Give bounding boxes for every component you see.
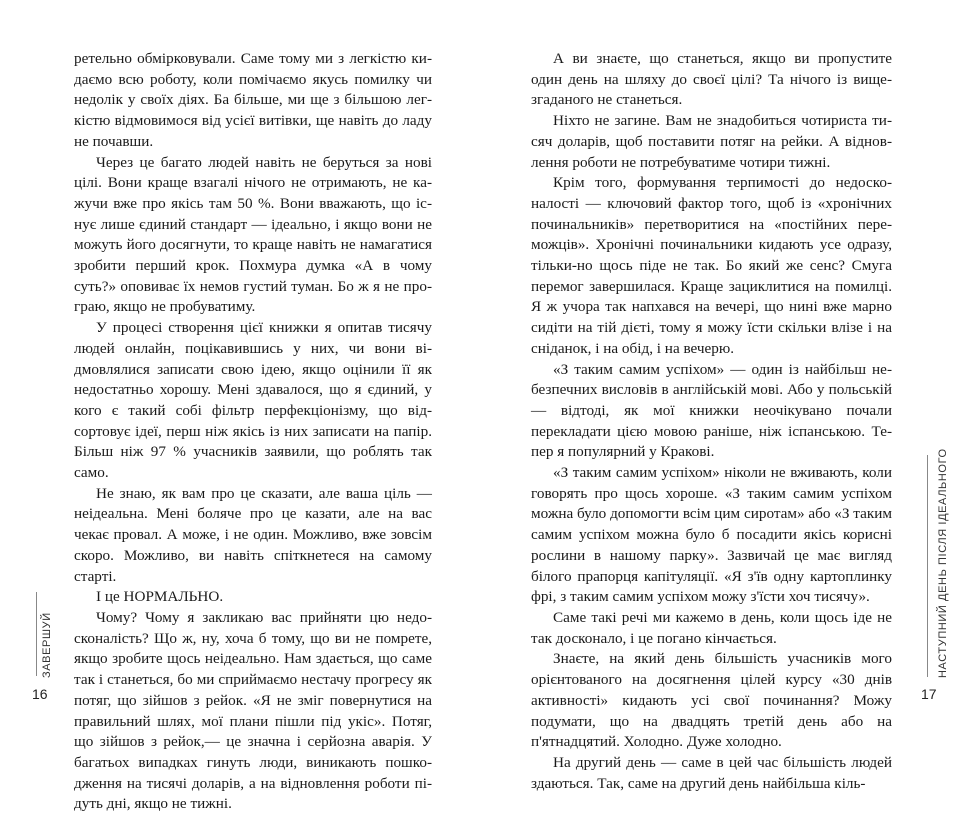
paragraph: Саме такі речі ми кажемо в день, коли щось іде не так досконало, і це погано кінчається. (531, 608, 892, 647)
paragraph: ретельно обмірковували. Саме тому ми з легкістю кидаємо всю роботу, коли помічаємо якусь помилку чи недолік у своїх діях. Ба більше, ми ще з більшою легкістю відмовимося від усієї витівки, ще навіть до ладу не почавши. (74, 50, 432, 150)
running-head-rule-right (927, 455, 928, 677)
paragraph: Ніхто не загине. Вам не знадобиться чотириста тисяч доларів, щоб поставити потяг на рейки. А відновлення роботи не потребуватиме чотири тижні. (531, 112, 892, 171)
paragraph: А ви знаєте, що станеться, якщо ви пропустите один день на шляху до своєї цілі? Та нічого із вищезгаданого не станеться. (531, 50, 892, 109)
paragraph: У процесі створення цієї книжки я опитав тисячу людей онлайн, поцікавившись у них, чи вони відмовлялися записати свою ідею, якщо оцінили її як недостатньо хорошу. Мені здавалося, що я єдиний, у кого є такий собі фільтр перфекціонізму, що відсортовує ідеї, перш ніж якісь із них записати на папір. Більш ніж 97 % учасників заявили, що роблять так само. (74, 319, 432, 482)
running-head-right: НАСТУПНИЙ ДЕНЬ ПІСЛЯ ІДЕАЛЬНОГО (937, 448, 949, 678)
paragraph: Знаєте, на який день більшість учасників мого орієнтованого на досягнення цілей курсу «30 днів активності» кидають усі свої починання? Можу подумати, що на двадцять третій день або на п'ятнадцятий. Холодно. Дуже холодно. (531, 650, 892, 751)
page-number-left: 16 (32, 686, 48, 702)
paragraph: «З таким самим успіхом» — один із найбільш небезпечних висловів в англійській мові. Або у польській — відтоді, як мої книжки неочікувано почали перекладати цією мовою раніше, ніж іспанською. Тепер я популярний у Кракові. (531, 360, 892, 461)
paragraph: «З таким самим успіхом» ніколи не вживають, коли говорять про щось хороше. «З таким самим успіхом можна було допомогти всім цим сиротам» або «З таким самим успіхом можна було б посадити якісь корисні рослини в нашому парку». Зазвичай це має вигляд білого прапорця капітуляції. «Я з'їв одну картоплинку фрі, з таким самим успіхом можу з'їсти хоч тисячу». (531, 464, 892, 606)
paragraph: Чому? Чому я закликаю вас прийняти цю недосконалість? Що ж, ну, хоча б тому, що ви не помрете, якщо зробите щось неідеально. Нам здається, що саме так і станеться, бо ми сприймаємо нестачу прогресу як потяг, що зійшов з рейок. «Я не зміг повернутися на правильний шлях, мої плани пішли під укіс». Потяг, що зійшов з рейок,— це значна і серйозна аварія. У багатьох випадках гинуть люди, виникають пошкодження на тисячі доларів, а на відновлення роботи підуть дні, якщо не тижні. (74, 608, 432, 813)
running-head-rule-left (36, 592, 37, 676)
right-body-text (531, 49, 892, 794)
page-number-right: 17 (921, 686, 937, 702)
right-page (485, 0, 970, 792)
paragraph: Не знаю, як вам про це сказати, але ваша ціль — неідеальна. Мені боляче про це казати, але на вас чекає провал. А може, і не один. Можливо, вже зовсім скоро. Можливо, ви навіть спіткнетеся на самому старті. (74, 484, 432, 585)
left-page (0, 0, 485, 813)
paragraph: Через це багато людей навіть не беруться за нові цілі. Вони краще взагалі нічого не отримають, не кажучи вже про якісь там 50 %. Вони вважають, що існує лише єдиний стандарт — ідеально, і якщо вони не можуть його досягнути, то краще навіть не намагатися зробити перший крок. Похмура думка «А в чому суть?» оповиває їх немов густий туман. Бо ж я не програю, якщо не пробуватиму. (74, 153, 432, 316)
paragraph: На другий день — саме в цей час більшість людей здаються. Так, саме на другий день найбільша кіль- (531, 753, 892, 792)
running-head-left: ЗАВЕРШУЙ (41, 612, 53, 678)
left-body-text (74, 49, 432, 815)
paragraph: Крім того, формування терпимості до недосконалості — ключовий фактор того, щоб із «хронічних починальників» перетворитися на «постійних переможців». Хронічні починальники кидають усе одразу, тільки-но щось піде не так. Бо який же сенс? Смуга перемог завершилася. Краще зациклитися на помилці. Я ж учора так напхався на вечері, що нині вже марно сидіти на тій дієті, тому я можу їсти скільки влізе і на сніданок, і на обід, і на вечерю. (531, 174, 892, 357)
paragraph: І це НОРМАЛЬНО. (96, 588, 224, 606)
